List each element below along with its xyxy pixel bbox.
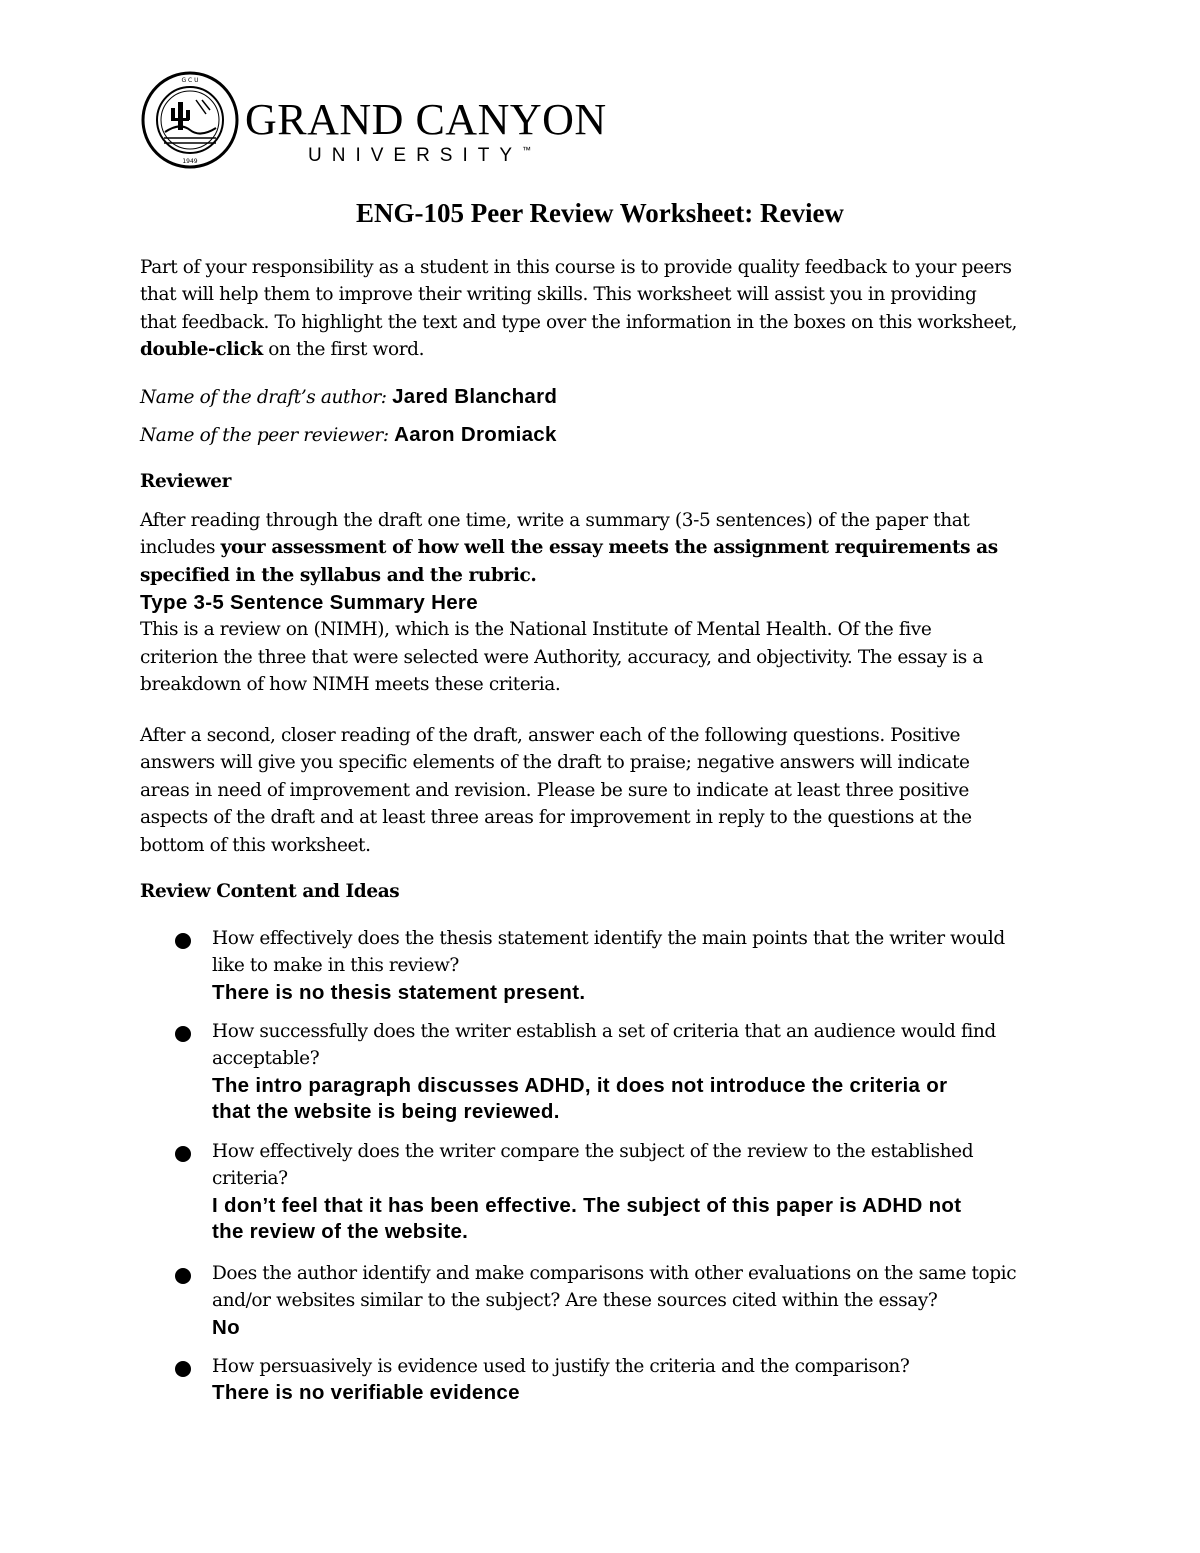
answer-field[interactable]: There is no thesis statement present. [212, 980, 586, 1004]
reviewer-heading: Reviewer [140, 471, 231, 492]
content-heading: Review Content and Ideas [140, 881, 400, 902]
answer-field[interactable]: I don’t feel that it has been effective. The subject of this paper is ADHD not [212, 1193, 962, 1217]
author-value[interactable]: Jared Blanchard [392, 385, 558, 408]
university-logo [140, 70, 607, 170]
intro-paragraph: Part of your responsibility as a student in this course is to provide quality feedback to your peers that will help them to improve their writing skills. This worksheet will assist you in providing that feedback. To highlight the text and type over the information in the boxes on this worksheet, double-click on the first word. [140, 257, 1018, 361]
reviewer-field [140, 421, 1060, 449]
document-page: G C U 1949 GRAND CANYON UNIVERSITY™ ENG-105 Peer Review Worksheet: Review Part of your responsibility as a student in this course is to provide quality feedback to your peers that will help them to improve their writing skills. This worksheet will assist you in providing that feedback. To highlight the text and type over the information in the boxes on this worksheet, double-click on the first word. Name of the draft’s author: Jared Blanchard Name of the peer reviewer: Aaron Dromiack Reviewer After reading through the draft one time, write a summary (3-5 sentences) of the paper that includes your assessment of how well the essay meets the assignment requirements as specified in the syllabus and the rubric. Type 3-5 Sentence Summary Here This is a review on (NIMH), which is the National Institute of Mental Health. Of the five criterion the three that were selected were Authority, accuracy, and objectivity. The essay is a breakdown of how NIMH meets these criteria. After a second, closer reading of the draft, answer each of the following questions. Positive answers will give you specific elements of the draft to praise; negative answers will indicate areas in need of improvement and revision. Please be sure to indicate at least three positive aspects of the draft and at least three areas for improvement in reply to the questions at the bottom of this worksheet. Review Content and Ideas How effectively does the thesis statement identify the main points that the writer would like to make in this review? There is no thesis statement present. How successfully does the writer establish a set of criteria that an audience would find acceptable? The intro paragraph discusses ADHD, it does not introduce the criteria or that the website is being reviewed. How effectively does the writer compare the subject of the review to the established criteria? I don’t feel that it has been effective. The subject of this paper is ADHD not the review of the website. Does the author identify and make comparisons with other evaluations on the same topic and/or websites similar to the subject? Are these sources cited within the essay? No How persuasively is evidence used to justify the criteria and the comparison? There is no verifiable evidence [0, 0, 1200, 1553]
answer-field-continued[interactable]: that the website is being reviewed. [212, 1100, 560, 1124]
summary-label: Type 3-5 Sentence Summary Here [140, 591, 478, 614]
university-name: GRAND CANYON [245, 95, 607, 144]
svg-text:G C U: G C U [181, 77, 199, 84]
author-field [140, 383, 1060, 411]
bullet-icon [175, 1146, 191, 1162]
author-label: Name of the draft’s author: [140, 387, 387, 408]
reviewer-value[interactable]: Aaron Dromiack [394, 423, 557, 446]
bullet-icon [175, 1268, 191, 1284]
bullet-icon [175, 1026, 191, 1042]
reviewer-label: Name of the peer reviewer: [140, 425, 389, 446]
answer-field[interactable]: No [212, 1315, 240, 1339]
svg-text:1949: 1949 [182, 158, 198, 165]
university-subtitle: UNIVERSITY™ [308, 145, 532, 166]
university-seal-icon [140, 70, 240, 170]
instructions-paragraph: After reading through the draft one time, write a summary (3-5 sentences) of the paper that includes your assessment of how well the essay meets the assignment requirements as specified in the syllabus and the rubric. [140, 510, 998, 586]
answer-field[interactable]: There is no verifiable evidence [212, 1381, 520, 1405]
second-reading-paragraph: After a second, closer reading of the draft, answer each of the following questions. Positive answers will give you specific elements of the draft to praise; negative answers will indicate areas in need of improvement and revision. Please be sure to indicate at least three positive aspects of the draft and at least three areas for improvement in reply to the questions at the bottom of this worksheet. [140, 725, 972, 856]
summary-field[interactable]: Type 3-5 Sentence Summary Here This is a review on (NIMH), which is the National Institute of Mental Health. Of the five criterion the three that were selected were Authority, accuracy, and objectivity. The essay is a breakdown of how NIMH meets these criteria. [140, 589, 1060, 699]
answer-field[interactable]: The intro paragraph discusses ADHD, it does not introduce the criteria or [212, 1073, 948, 1097]
answer-field-continued[interactable]: the review of the website. [212, 1220, 469, 1244]
page-title: ENG-105 Peer Review Worksheet: Review [356, 198, 844, 228]
bullet-icon [175, 933, 191, 949]
bullet-icon [175, 1361, 191, 1377]
